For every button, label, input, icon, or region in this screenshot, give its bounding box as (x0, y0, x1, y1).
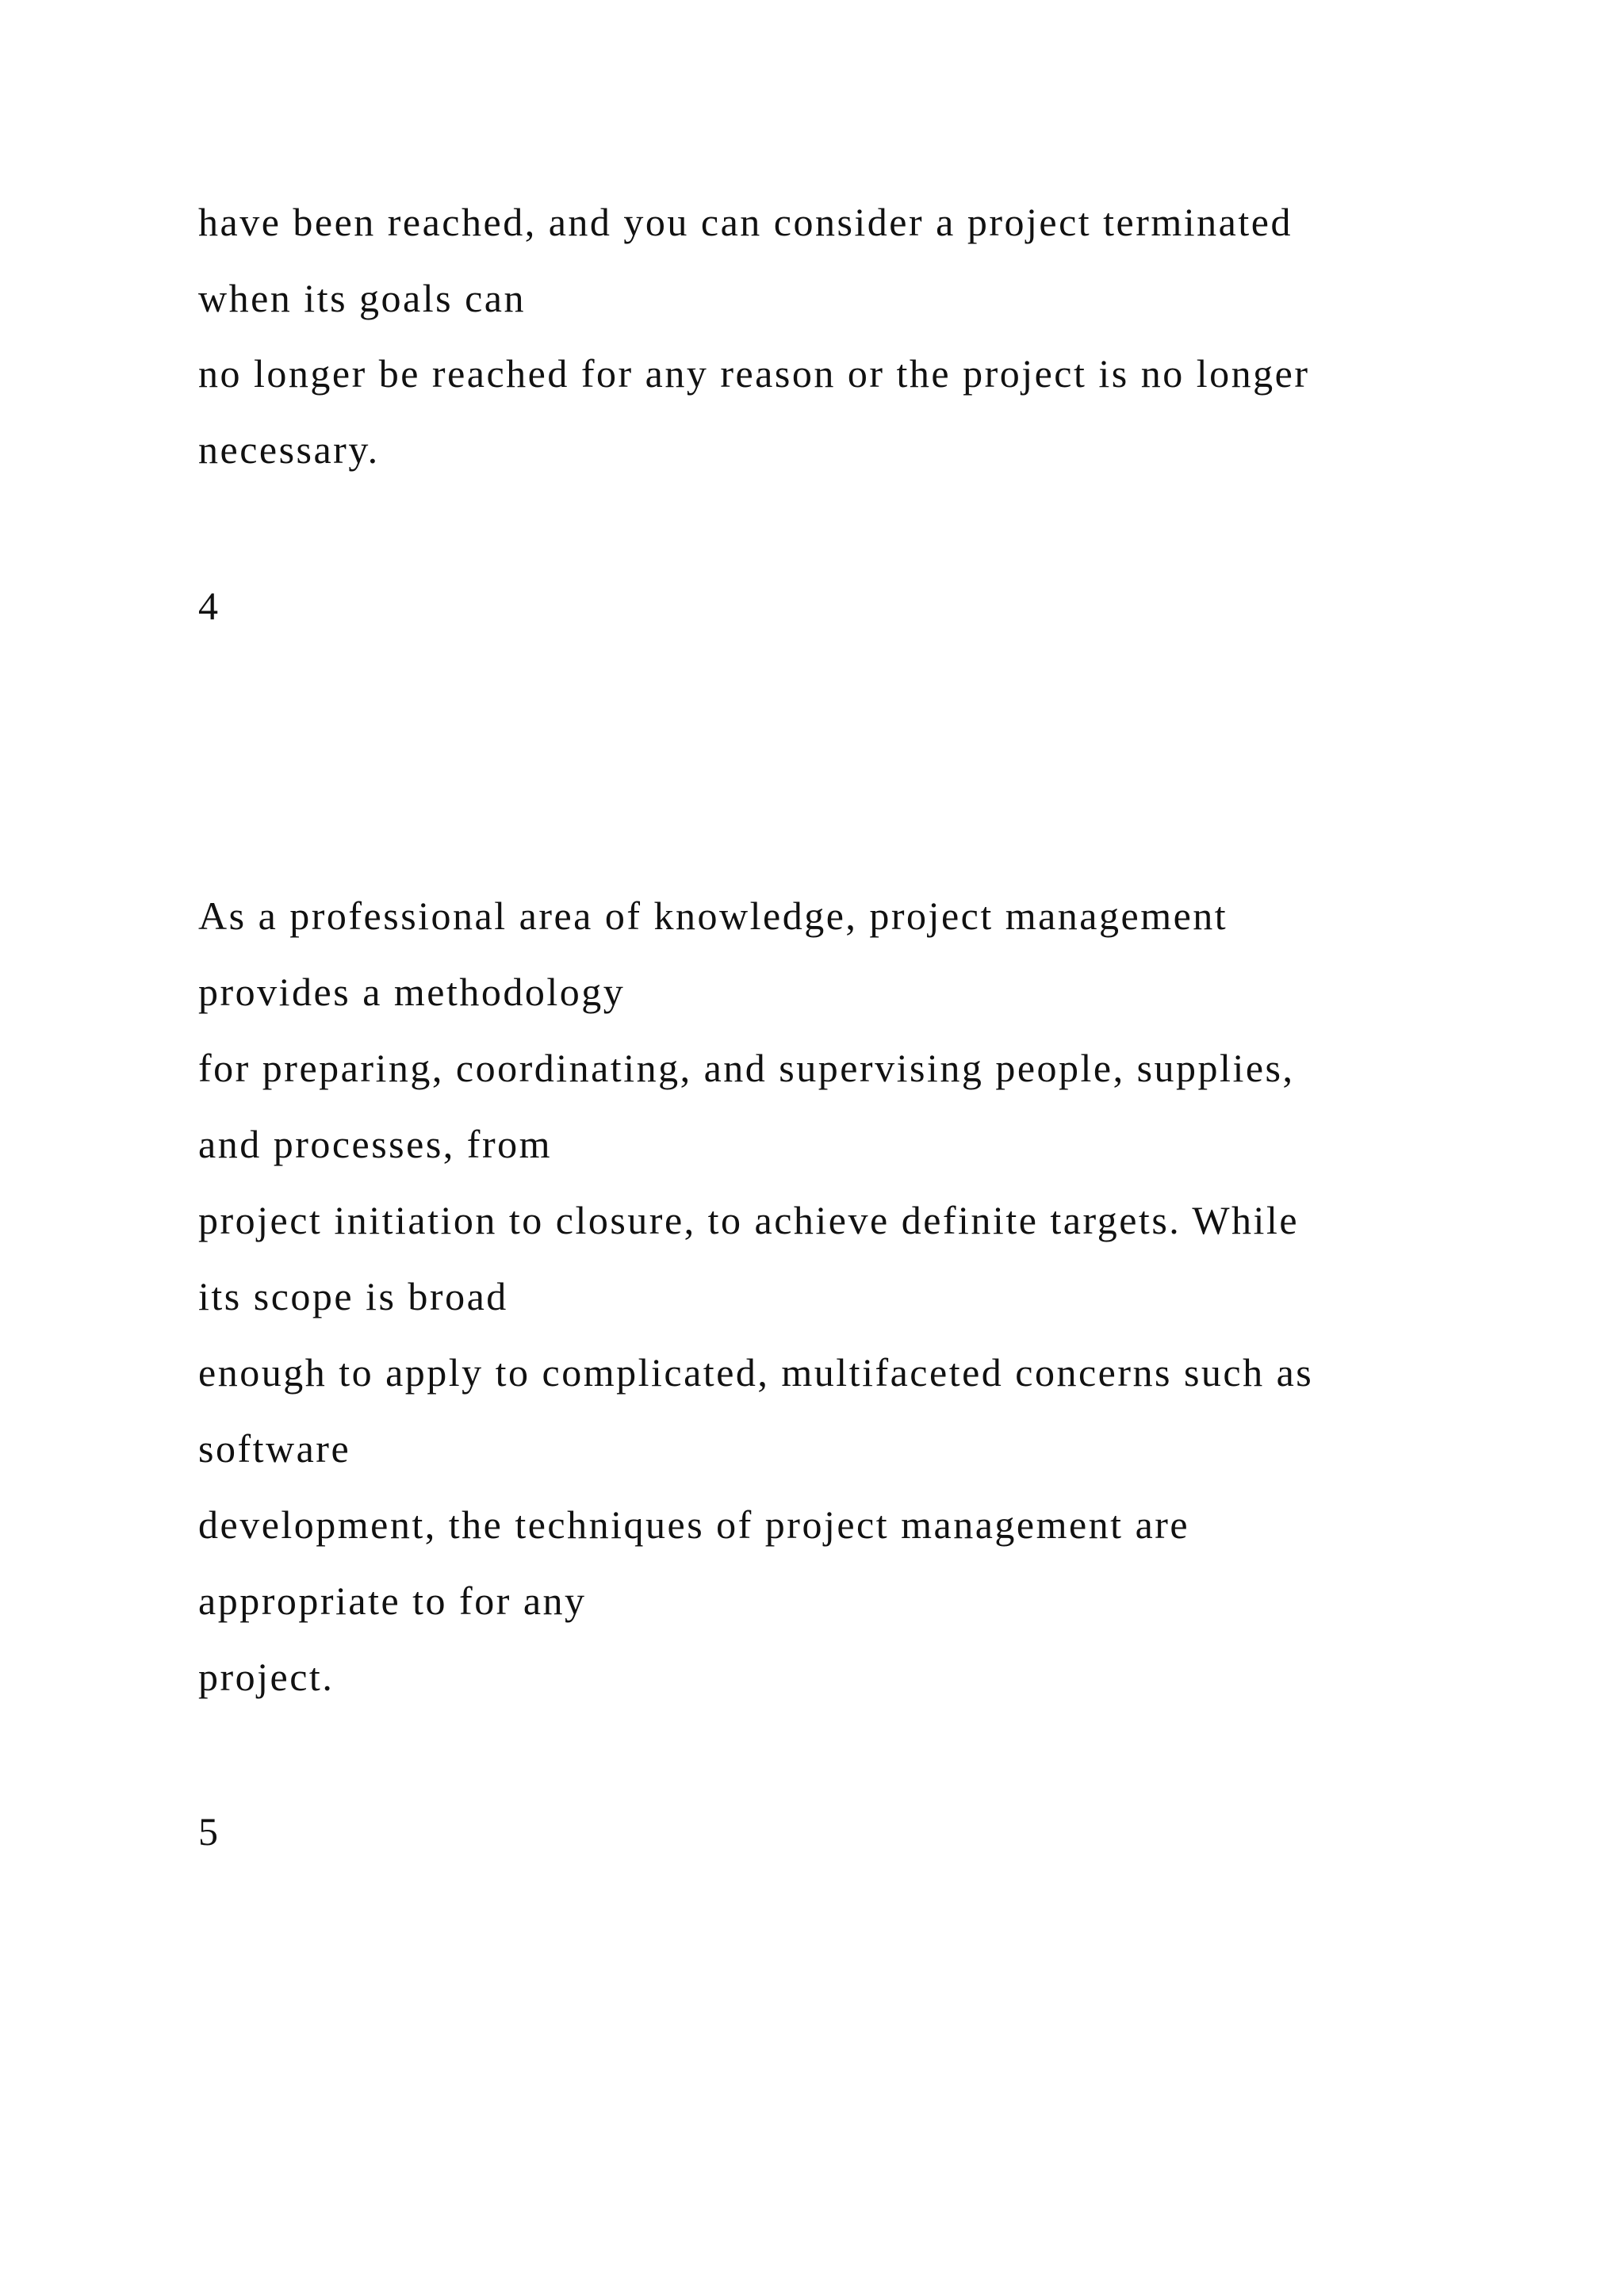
text-line: its scope is broad (198, 1274, 508, 1318)
text-line: provides a methodology (198, 970, 626, 1014)
text-line: development, the techniques of project management are (198, 1502, 1190, 1547)
text-line: enough to apply to complicated, multifaceted concerns such as (198, 1350, 1314, 1395)
page-number: 5 (198, 1809, 220, 1854)
text-line: appropriate to for any (198, 1578, 587, 1623)
page-number: 4 (198, 584, 220, 628)
text-line: no longer be reached for any reason or the project is no longer (198, 351, 1310, 396)
text-line: software (198, 1426, 351, 1471)
text-line: necessary. (198, 427, 380, 472)
text-line: As a professional area of knowledge, project management (198, 894, 1228, 938)
text-line: when its goals can (198, 276, 526, 320)
text-line: have been reached, and you can consider a project terminated (198, 200, 1293, 244)
text-line: project. (198, 1655, 335, 1699)
text-line: and processes, from (198, 1122, 552, 1166)
text-line: project initiation to closure, to achieve definite targets. While (198, 1198, 1300, 1242)
text-line: for preparing, coordinating, and supervising people, supplies, (198, 1046, 1295, 1090)
